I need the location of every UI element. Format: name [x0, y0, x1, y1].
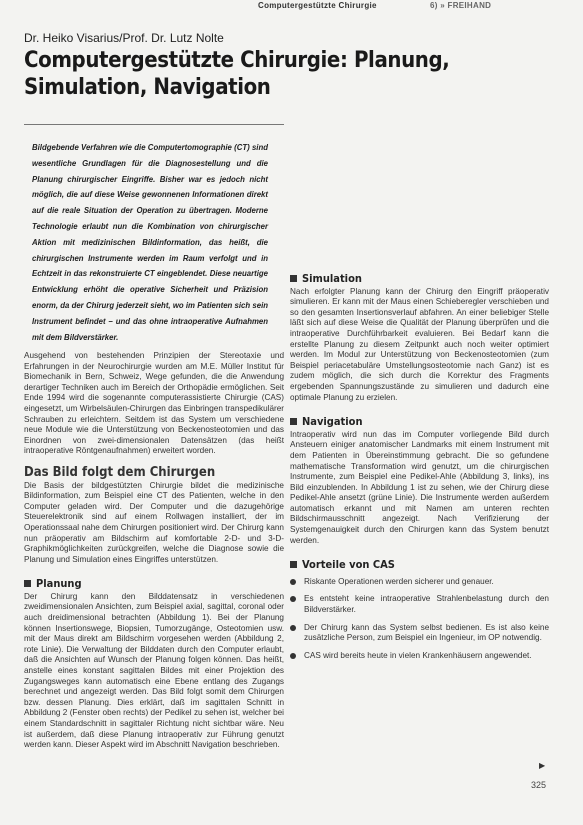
section-heading-chirurg [24, 464, 284, 480]
running-header [0, 0, 583, 14]
article-title: Computergestützte Chirurgie: Planung, Simulation, Navigation [24, 48, 450, 100]
bullet-dot-icon [290, 579, 296, 585]
section-heading-planung-text: Planung [36, 577, 82, 591]
section-marker-icon [290, 418, 297, 425]
section-heading-simulation-text: Simulation [302, 272, 362, 285]
section-heading-navigation [290, 417, 549, 428]
planung-paragraph: Der Chirurg kann den Bilddatensatz in verschiedenen zweidimensionalen Ansichten, zum Beispiel axial, sagittal, coronal oder auch dreidimensional betrachten (Abbildung 1). Bei der Planung können Insertionswege, Biopsien, Tumorzugänge, Osteotomien usw. mit der Maus direkt am Bildschirm vorgesehen werden (Abbildung 2, rote Linie). Die Verwaltung der Bilddaten durch den Computer erlaubt, daß die Ansichten auf Wunsch der Planung folgen können. Das heißt, anstelle eines konstant sagittalen Bildes mit einer Projektion des Zugangsweges kann automatisch eine Ebene entlang des Zugangs berechnet und angezeigt werden. Das Bild folgt somit dem Chirurgen bzw. dessen Planung. Dies erklärt, daß im sagittalen Schnitt in Abbildung 2 (Fenster oben rechts) der Pedikel zu sehen ist, welcher bei einem Standardschnitt in sagittaler Richtung nicht sichtbar wäre. Neu ist außerdem, daß diese Planung intraoperativ zur Führung genutzt werden kann. Dieser Aspekt wird im Abschnitt Navigation beschrieben. [24, 591, 284, 750]
left-column [24, 351, 284, 751]
list-item-text: Es entsteht keine intraoperative Strahlenbelastung durch den Bildverstärker. [304, 594, 549, 615]
section-heading-vorteile-text: Vorteile von CAS [302, 558, 395, 572]
bullet-dot-icon [290, 653, 296, 659]
list-item-text: Riskante Operationen werden sicherer und genauer. [304, 576, 494, 586]
article-authors: Dr. Heiko Visarius/Prof. Dr. Lutz Nolte [24, 31, 224, 45]
page-number: 325 [531, 780, 547, 790]
section-heading-vorteile [290, 560, 549, 571]
bullet-dot-icon [290, 596, 296, 602]
title-rule [24, 124, 284, 125]
section-heading-navigation-text: Navigation [302, 415, 363, 429]
section-marker-icon [290, 561, 297, 568]
list-item-text: Der Chirurg kann das System selbst bedienen. Es ist also keine zusätzliche Person, zum Beispiel ein Ingenieur, im OP notwendig. [304, 622, 549, 643]
running-header-right: 6) » FREIHAND [430, 1, 492, 10]
continue-arrow-icon: ▶ [539, 761, 546, 770]
bullet-dot-icon [290, 625, 296, 631]
section-heading-planung [24, 579, 284, 590]
right-column [290, 128, 549, 668]
article-abstract: Bildgebende Verfahren wie die Computertomographie (CT) sind wesentliche Grundlagen für die Diagnosestellung und die Planung chirurgischer Eingriffe. Bisher war es jedoch nicht möglich, die auf diese Weise gewonnenen Informationen direkt auf die reale Situation der Operation zu übertragen. Moderne Technologie erlaubt nun die Kombination von chirurgischer Aktion mit medizinischen Bildinformation, das heißt, die chirurgischen Instrumente werden im Raum verfolgt und in Echtzeit in das rekonstruierte CT eingeblendet. Diese neuartige Entwicklung erhöht die operative Sicherheit und Präzision enorm, da der Chirurg jederzeit sieht, wo im Patienten sich sein Instrument befindet – und das ohne intraoperative Aufnahmen mit dem Bildverstärker. [32, 143, 268, 342]
section-heading-chirurg-text: Das Bild folgt dem Chirurgen [24, 464, 216, 480]
section-marker-icon [290, 275, 297, 282]
list-item [290, 651, 549, 662]
chirurg-paragraph: Die Basis der bildgestützten Chirurgie bildet die medizinische Bildinformation, zum Beispiel eine CT des Patienten, welche in den Computer geladen wird. Der Computer und die dazugehörige Steuerelektronik sind auf einem Rollwagen installiert, der im Operationssaal nahe dem Chirurgen positioniert wird. Der Chirurg kann nun präoperativ am Bildschirm auf komfortable 2-D- und 3-D-Graphikmöglichkeiten zurückgreifen, welche die Diagnose sowie die Planung und Simulation eines Eingriffes unterstützen. [24, 480, 284, 564]
navigation-paragraph: Intraoperativ wird nun das im Computer vorliegende Bild durch Ansteuern einiger anatomischer Landmarks mit einem Instrument mit dem Patienten in Übereinstimmung gebracht. Die so gefundene mathematische Transformation wird genutzt, um die chirurgischen Instrumente, zum Beispiel eine Pedikel-Ahle (Abbildung 3, links), ins Bild einzublenden. In Abbildung 1 ist zu sehen, wie der Chirurg diese Pedikel-Ahle ansetzt (grüne Linie). Die Instrumente werden außerdem automatisch erkannt und mit Namen am unteren rechten Bildschirmausschnitt angezeigt. Nach Verifizierung der Systemgenauigkeit durch den Chirurgen kann das System benutzt werden. [290, 429, 549, 545]
section-marker-icon [24, 580, 31, 587]
list-item [290, 623, 549, 644]
advantages-list [290, 577, 549, 662]
list-item [290, 594, 549, 615]
intro-paragraph: Ausgehend von bestehenden Prinzipien der Stereotaxie und Erfahrungen in der Neurochirurgie wurden am M.E. Müller Institut für Biomechanik in Bern, Schweiz, Wege gefunden, die die Anwendung derartiger Techniken auch im Bereich der Orthopädie ermöglichen. Seit Ende 1994 wird die sogenannte computerassistierte Chirurgie (CAS) eingesetzt, um Wirbelsäulen-Chirurgen das Einbringen transpedikulärer Schrauben zu erleichtern. Seitdem ist das System um verschiedene neue Module wie die Unterstützung von Beckenosteotomien und das Einordnen von zwei-dimensionalen Datensätzen (das heißt intraoperative Röntgenaufnahmen) erweitert worden. [24, 351, 284, 456]
running-header-left: Computergestützte Chirurgie [258, 1, 377, 10]
section-heading-simulation [290, 274, 549, 285]
simulation-paragraph: Nach erfolgter Planung kann der Chirurg den Eingriff präoperativ simulieren. Er kann mit der Maus einen Schieberegler verschieben und so den gesamten Insertionsverlauf abfahren. An einer beliebiger Stelle läßt sich auf diese Weise die Qualität der Planung überprüfen und die intraoperative Durchführbarkeit evaluieren. Bei Bedarf kann die erstellte Planung zu diesem Zeitpunkt auch noch weiter optimiert werden. Im Modul zur Unterstützung von Beckenosteotomien (zum Beispiel periacetabuläre Umstellungsosteotomie nach Ganz) ist es zudem möglich, die sich durch die Korrektur des Fragments ergebenden Spannungszustände zu simulieren und dadurch eine optimale Planung zu erzielen. [290, 286, 549, 402]
list-item [290, 577, 549, 588]
list-item-text: CAS wird bereits heute in vielen Krankenhäusern angewendet. [304, 650, 532, 660]
